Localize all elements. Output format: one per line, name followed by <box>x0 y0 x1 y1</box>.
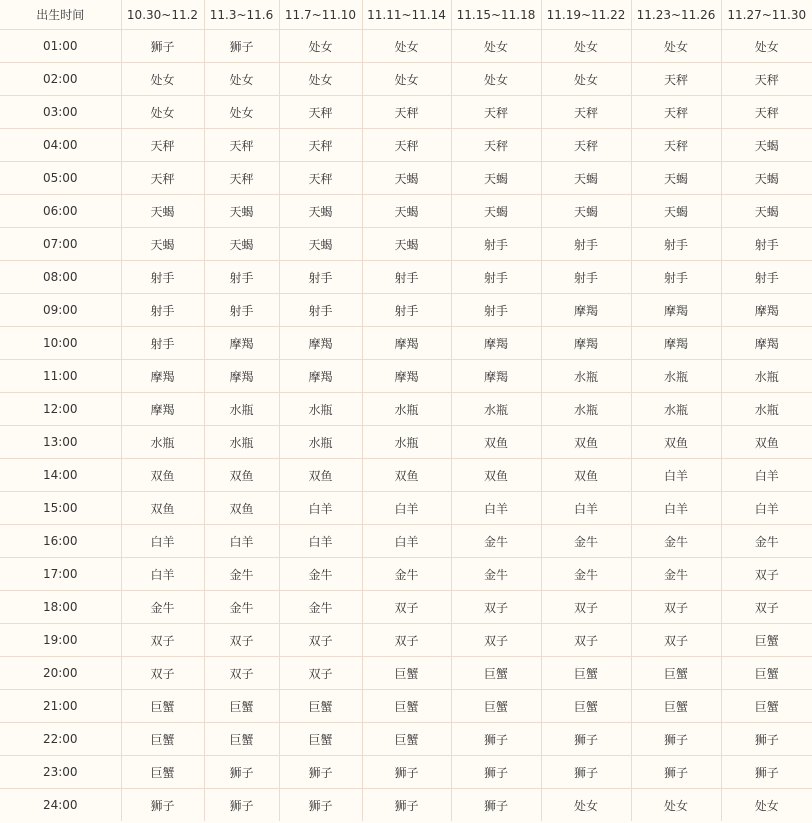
zodiac-cell: 天秤 <box>721 63 812 96</box>
time-cell: 13:00 <box>0 426 121 459</box>
zodiac-cell: 金牛 <box>204 558 279 591</box>
zodiac-cell: 金牛 <box>451 525 541 558</box>
table-row <box>0 30 812 63</box>
zodiac-cell: 巨蟹 <box>721 624 812 657</box>
zodiac-cell: 射手 <box>279 261 362 294</box>
zodiac-cell: 狮子 <box>541 756 631 789</box>
zodiac-cell: 天蝎 <box>204 228 279 261</box>
zodiac-cell: 摩羯 <box>721 327 812 360</box>
table-row <box>0 63 812 96</box>
zodiac-cell: 双子 <box>541 591 631 624</box>
zodiac-cell: 狮子 <box>204 789 279 822</box>
zodiac-cell: 处女 <box>204 96 279 129</box>
zodiac-cell: 天秤 <box>279 162 362 195</box>
zodiac-cell: 巨蟹 <box>721 657 812 690</box>
zodiac-cell: 白羊 <box>451 492 541 525</box>
table-row <box>0 426 812 459</box>
zodiac-cell: 狮子 <box>721 756 812 789</box>
zodiac-cell: 双子 <box>631 591 721 624</box>
zodiac-cell: 巨蟹 <box>362 657 451 690</box>
zodiac-cell: 双鱼 <box>721 426 812 459</box>
zodiac-cell: 射手 <box>631 228 721 261</box>
column-header-date-range: 10.30~11.2 <box>121 0 204 30</box>
zodiac-cell: 处女 <box>362 63 451 96</box>
time-cell: 09:00 <box>0 294 121 327</box>
zodiac-cell: 射手 <box>362 294 451 327</box>
zodiac-cell: 白羊 <box>362 492 451 525</box>
zodiac-cell: 天蝎 <box>451 162 541 195</box>
zodiac-cell: 金牛 <box>279 591 362 624</box>
zodiac-cell: 摩羯 <box>631 327 721 360</box>
zodiac-cell: 双子 <box>631 624 721 657</box>
table-row <box>0 756 812 789</box>
zodiac-cell: 狮子 <box>204 30 279 63</box>
zodiac-cell: 天秤 <box>541 96 631 129</box>
zodiac-cell: 处女 <box>541 789 631 822</box>
zodiac-cell: 金牛 <box>541 558 631 591</box>
zodiac-cell: 双子 <box>451 591 541 624</box>
zodiac-cell: 处女 <box>279 63 362 96</box>
zodiac-cell: 射手 <box>631 261 721 294</box>
zodiac-cell: 双子 <box>121 657 204 690</box>
zodiac-cell: 水瓶 <box>204 426 279 459</box>
zodiac-cell: 巨蟹 <box>204 690 279 723</box>
zodiac-cell: 摩羯 <box>279 327 362 360</box>
zodiac-cell: 天蝎 <box>279 195 362 228</box>
zodiac-cell: 白羊 <box>279 525 362 558</box>
zodiac-cell: 双鱼 <box>204 459 279 492</box>
zodiac-cell: 天秤 <box>204 162 279 195</box>
zodiac-cell: 白羊 <box>631 492 721 525</box>
zodiac-cell: 金牛 <box>631 558 721 591</box>
zodiac-cell: 巨蟹 <box>541 690 631 723</box>
zodiac-cell: 白羊 <box>121 525 204 558</box>
zodiac-cell: 巨蟹 <box>121 723 204 756</box>
zodiac-cell: 水瓶 <box>279 426 362 459</box>
zodiac-cell: 双子 <box>204 624 279 657</box>
time-cell: 20:00 <box>0 657 121 690</box>
zodiac-cell: 水瓶 <box>631 393 721 426</box>
zodiac-cell: 水瓶 <box>362 393 451 426</box>
zodiac-cell: 双子 <box>204 657 279 690</box>
zodiac-cell: 摩羯 <box>451 360 541 393</box>
zodiac-cell: 双子 <box>362 591 451 624</box>
time-cell: 10:00 <box>0 327 121 360</box>
zodiac-cell: 狮子 <box>362 789 451 822</box>
table-row <box>0 558 812 591</box>
zodiac-cell: 射手 <box>362 261 451 294</box>
zodiac-cell: 金牛 <box>721 525 812 558</box>
zodiac-cell: 天秤 <box>631 96 721 129</box>
zodiac-cell: 白羊 <box>541 492 631 525</box>
zodiac-cell: 天秤 <box>721 96 812 129</box>
zodiac-cell: 天蝎 <box>631 195 721 228</box>
zodiac-cell: 处女 <box>362 30 451 63</box>
zodiac-cell: 水瓶 <box>541 393 631 426</box>
zodiac-cell: 摩羯 <box>121 393 204 426</box>
table-row <box>0 624 812 657</box>
zodiac-cell: 狮子 <box>631 723 721 756</box>
zodiac-cell: 天蝎 <box>121 195 204 228</box>
table-row <box>0 492 812 525</box>
time-cell: 07:00 <box>0 228 121 261</box>
zodiac-cell: 处女 <box>121 96 204 129</box>
zodiac-cell: 金牛 <box>121 591 204 624</box>
zodiac-cell: 处女 <box>631 30 721 63</box>
zodiac-cell: 天秤 <box>541 129 631 162</box>
zodiac-cell: 狮子 <box>362 756 451 789</box>
time-cell: 24:00 <box>0 789 121 822</box>
zodiac-cell: 天蝎 <box>362 228 451 261</box>
column-header-date-range: 11.15~11.18 <box>451 0 541 30</box>
time-cell: 14:00 <box>0 459 121 492</box>
zodiac-cell: 摩羯 <box>204 360 279 393</box>
zodiac-cell: 狮子 <box>451 756 541 789</box>
zodiac-cell: 天蝎 <box>362 195 451 228</box>
zodiac-cell: 天秤 <box>121 162 204 195</box>
zodiac-cell: 处女 <box>204 63 279 96</box>
zodiac-cell: 射手 <box>121 294 204 327</box>
zodiac-cell: 天蝎 <box>631 162 721 195</box>
zodiac-cell: 处女 <box>451 30 541 63</box>
zodiac-cell: 天秤 <box>279 129 362 162</box>
zodiac-cell: 狮子 <box>631 756 721 789</box>
zodiac-cell: 天秤 <box>204 129 279 162</box>
zodiac-cell: 白羊 <box>721 459 812 492</box>
zodiac-cell: 射手 <box>279 294 362 327</box>
zodiac-cell: 处女 <box>541 63 631 96</box>
zodiac-cell: 狮子 <box>121 789 204 822</box>
zodiac-cell: 双子 <box>721 558 812 591</box>
zodiac-cell: 天蝎 <box>121 228 204 261</box>
zodiac-cell: 白羊 <box>362 525 451 558</box>
table-row <box>0 393 812 426</box>
zodiac-cell: 天蝎 <box>541 162 631 195</box>
zodiac-cell: 双鱼 <box>121 459 204 492</box>
zodiac-cell: 处女 <box>631 789 721 822</box>
zodiac-cell: 巨蟹 <box>121 690 204 723</box>
time-cell: 01:00 <box>0 30 121 63</box>
zodiac-cell: 巨蟹 <box>631 657 721 690</box>
zodiac-cell: 金牛 <box>204 591 279 624</box>
zodiac-cell: 天秤 <box>362 129 451 162</box>
zodiac-cell: 天秤 <box>631 63 721 96</box>
table-header <box>0 0 812 30</box>
zodiac-cell: 天秤 <box>451 129 541 162</box>
zodiac-cell: 水瓶 <box>279 393 362 426</box>
zodiac-cell: 摩羯 <box>362 360 451 393</box>
time-cell: 21:00 <box>0 690 121 723</box>
zodiac-cell: 射手 <box>204 294 279 327</box>
zodiac-cell: 水瓶 <box>362 426 451 459</box>
zodiac-cell: 天蝎 <box>721 162 812 195</box>
time-cell: 18:00 <box>0 591 121 624</box>
zodiac-cell: 处女 <box>451 63 541 96</box>
zodiac-cell: 双子 <box>721 591 812 624</box>
zodiac-cell: 天蝎 <box>362 162 451 195</box>
zodiac-cell: 处女 <box>121 63 204 96</box>
zodiac-cell: 射手 <box>721 228 812 261</box>
zodiac-cell: 金牛 <box>451 558 541 591</box>
zodiac-cell: 射手 <box>204 261 279 294</box>
zodiac-cell: 水瓶 <box>721 393 812 426</box>
time-cell: 06:00 <box>0 195 121 228</box>
column-header-date-range: 11.3~11.6 <box>204 0 279 30</box>
zodiac-cell: 巨蟹 <box>279 723 362 756</box>
table-row <box>0 195 812 228</box>
column-header-date-range: 11.19~11.22 <box>541 0 631 30</box>
zodiac-cell: 狮子 <box>541 723 631 756</box>
zodiac-cell: 双子 <box>541 624 631 657</box>
zodiac-cell: 水瓶 <box>451 393 541 426</box>
zodiac-cell: 摩羯 <box>631 294 721 327</box>
column-header-birth-time: 出生时间 <box>0 0 121 30</box>
zodiac-cell: 天蝎 <box>541 195 631 228</box>
zodiac-cell: 天蝎 <box>279 228 362 261</box>
table-row <box>0 129 812 162</box>
table-row <box>0 162 812 195</box>
table-row <box>0 657 812 690</box>
zodiac-cell: 狮子 <box>451 723 541 756</box>
zodiac-cell: 双鱼 <box>451 426 541 459</box>
table-row <box>0 261 812 294</box>
zodiac-cell: 处女 <box>721 30 812 63</box>
zodiac-cell: 摩羯 <box>121 360 204 393</box>
table-row <box>0 789 812 822</box>
zodiac-cell: 巨蟹 <box>451 690 541 723</box>
zodiac-cell: 摩羯 <box>451 327 541 360</box>
zodiac-cell: 双子 <box>121 624 204 657</box>
zodiac-cell: 水瓶 <box>721 360 812 393</box>
zodiac-cell: 金牛 <box>362 558 451 591</box>
zodiac-cell: 天蝎 <box>204 195 279 228</box>
zodiac-cell: 双鱼 <box>631 426 721 459</box>
zodiac-cell: 双鱼 <box>541 426 631 459</box>
zodiac-cell: 白羊 <box>631 459 721 492</box>
time-cell: 23:00 <box>0 756 121 789</box>
zodiac-cell: 狮子 <box>121 30 204 63</box>
table-row <box>0 360 812 393</box>
time-cell: 19:00 <box>0 624 121 657</box>
zodiac-cell: 处女 <box>721 789 812 822</box>
zodiac-cell: 狮子 <box>279 789 362 822</box>
zodiac-cell: 射手 <box>121 261 204 294</box>
time-cell: 02:00 <box>0 63 121 96</box>
table-row <box>0 690 812 723</box>
zodiac-cell: 双鱼 <box>121 492 204 525</box>
zodiac-cell: 水瓶 <box>121 426 204 459</box>
zodiac-cell: 金牛 <box>279 558 362 591</box>
zodiac-cell: 狮子 <box>451 789 541 822</box>
table-row <box>0 459 812 492</box>
zodiac-cell: 射手 <box>721 261 812 294</box>
table-row <box>0 525 812 558</box>
zodiac-cell: 射手 <box>541 228 631 261</box>
time-cell: 11:00 <box>0 360 121 393</box>
zodiac-cell: 白羊 <box>279 492 362 525</box>
zodiac-cell: 巨蟹 <box>631 690 721 723</box>
zodiac-cell: 射手 <box>451 228 541 261</box>
zodiac-cell: 双鱼 <box>204 492 279 525</box>
column-header-date-range: 11.23~11.26 <box>631 0 721 30</box>
zodiac-cell: 天蝎 <box>451 195 541 228</box>
column-header-date-range: 11.7~11.10 <box>279 0 362 30</box>
zodiac-cell: 双子 <box>362 624 451 657</box>
zodiac-cell: 白羊 <box>204 525 279 558</box>
time-cell: 03:00 <box>0 96 121 129</box>
table-row <box>0 327 812 360</box>
time-cell: 15:00 <box>0 492 121 525</box>
zodiac-cell: 金牛 <box>631 525 721 558</box>
zodiac-cell: 射手 <box>451 261 541 294</box>
time-cell: 08:00 <box>0 261 121 294</box>
zodiac-cell: 天蝎 <box>721 195 812 228</box>
zodiac-cell: 双鱼 <box>279 459 362 492</box>
zodiac-cell: 天秤 <box>451 96 541 129</box>
table-row <box>0 723 812 756</box>
column-header-date-range: 11.27~11.30 <box>721 0 812 30</box>
zodiac-cell: 射手 <box>451 294 541 327</box>
zodiac-cell: 巨蟹 <box>362 690 451 723</box>
time-cell: 17:00 <box>0 558 121 591</box>
table-row <box>0 591 812 624</box>
zodiac-cell: 水瓶 <box>541 360 631 393</box>
zodiac-cell: 狮子 <box>279 756 362 789</box>
zodiac-cell: 摩羯 <box>204 327 279 360</box>
zodiac-cell: 处女 <box>541 30 631 63</box>
zodiac-cell: 巨蟹 <box>121 756 204 789</box>
column-header-date-range: 11.11~11.14 <box>362 0 451 30</box>
table-row <box>0 294 812 327</box>
zodiac-cell: 白羊 <box>121 558 204 591</box>
zodiac-cell: 双子 <box>451 624 541 657</box>
zodiac-cell: 射手 <box>121 327 204 360</box>
zodiac-cell: 摩羯 <box>721 294 812 327</box>
time-cell: 04:00 <box>0 129 121 162</box>
time-cell: 12:00 <box>0 393 121 426</box>
zodiac-cell: 双子 <box>279 624 362 657</box>
zodiac-cell: 双鱼 <box>541 459 631 492</box>
zodiac-cell: 狮子 <box>721 723 812 756</box>
table-row <box>0 96 812 129</box>
zodiac-cell: 巨蟹 <box>204 723 279 756</box>
zodiac-cell: 金牛 <box>541 525 631 558</box>
zodiac-cell: 巨蟹 <box>451 657 541 690</box>
zodiac-cell: 摩羯 <box>362 327 451 360</box>
time-cell: 22:00 <box>0 723 121 756</box>
zodiac-cell: 摩羯 <box>279 360 362 393</box>
zodiac-cell: 双鱼 <box>362 459 451 492</box>
table-row <box>0 228 812 261</box>
time-cell: 05:00 <box>0 162 121 195</box>
zodiac-cell: 白羊 <box>721 492 812 525</box>
zodiac-cell: 天秤 <box>362 96 451 129</box>
zodiac-cell: 天秤 <box>631 129 721 162</box>
zodiac-cell: 狮子 <box>204 756 279 789</box>
zodiac-cell: 摩羯 <box>541 294 631 327</box>
zodiac-cell: 巨蟹 <box>541 657 631 690</box>
zodiac-cell: 水瓶 <box>631 360 721 393</box>
zodiac-cell: 天秤 <box>279 96 362 129</box>
header-row <box>0 0 812 30</box>
zodiac-cell: 双鱼 <box>451 459 541 492</box>
table-body <box>0 30 812 822</box>
zodiac-cell: 摩羯 <box>541 327 631 360</box>
zodiac-cell: 天秤 <box>121 129 204 162</box>
zodiac-cell: 巨蟹 <box>721 690 812 723</box>
zodiac-cell: 双子 <box>279 657 362 690</box>
zodiac-cell: 射手 <box>541 261 631 294</box>
zodiac-cell: 水瓶 <box>204 393 279 426</box>
time-cell: 16:00 <box>0 525 121 558</box>
zodiac-cell: 巨蟹 <box>279 690 362 723</box>
zodiac-cell: 处女 <box>279 30 362 63</box>
zodiac-cell: 天蝎 <box>721 129 812 162</box>
zodiac-cell: 巨蟹 <box>362 723 451 756</box>
